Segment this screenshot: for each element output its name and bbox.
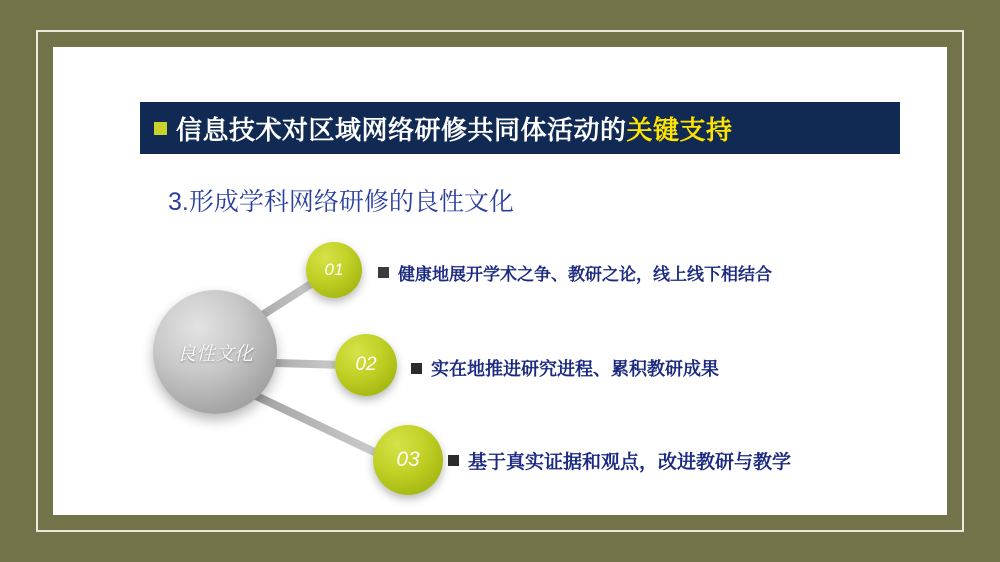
diagram-text-02 (411, 355, 719, 381)
diagram-text-01 (378, 260, 772, 285)
square-bullet-icon (378, 267, 389, 278)
node-text-02: 实在地推进研究进程、累积教研成果 (431, 359, 719, 379)
relationship-diagram (53, 47, 947, 515)
title-highlight: 关键支持 (626, 114, 733, 145)
diagram-node-03 (373, 425, 443, 495)
diagram-node-02 (335, 334, 397, 396)
square-bullet-icon (411, 363, 422, 374)
square-bullet-icon (448, 455, 459, 466)
node-text-01: 健康地展开学术之争、教研之论，线上线下相结合 (398, 265, 772, 284)
node-text-03: 基于真实证据和观点，改进教研与教学 (468, 452, 792, 473)
node-number-01: 01 (324, 260, 344, 279)
node-number-02: 02 (355, 354, 377, 375)
node-number-03: 03 (396, 448, 420, 471)
diagram-node-01 (306, 242, 362, 298)
diagram-hub (153, 290, 277, 414)
section-subtitle: 3.形成学科网络研修的良性文化 (168, 188, 514, 216)
title-prefix: 信息技术对区域网络研修共同体活动的 (176, 114, 627, 145)
hub-label: 良性文化 (176, 343, 253, 365)
diagram-text-03 (448, 447, 791, 474)
